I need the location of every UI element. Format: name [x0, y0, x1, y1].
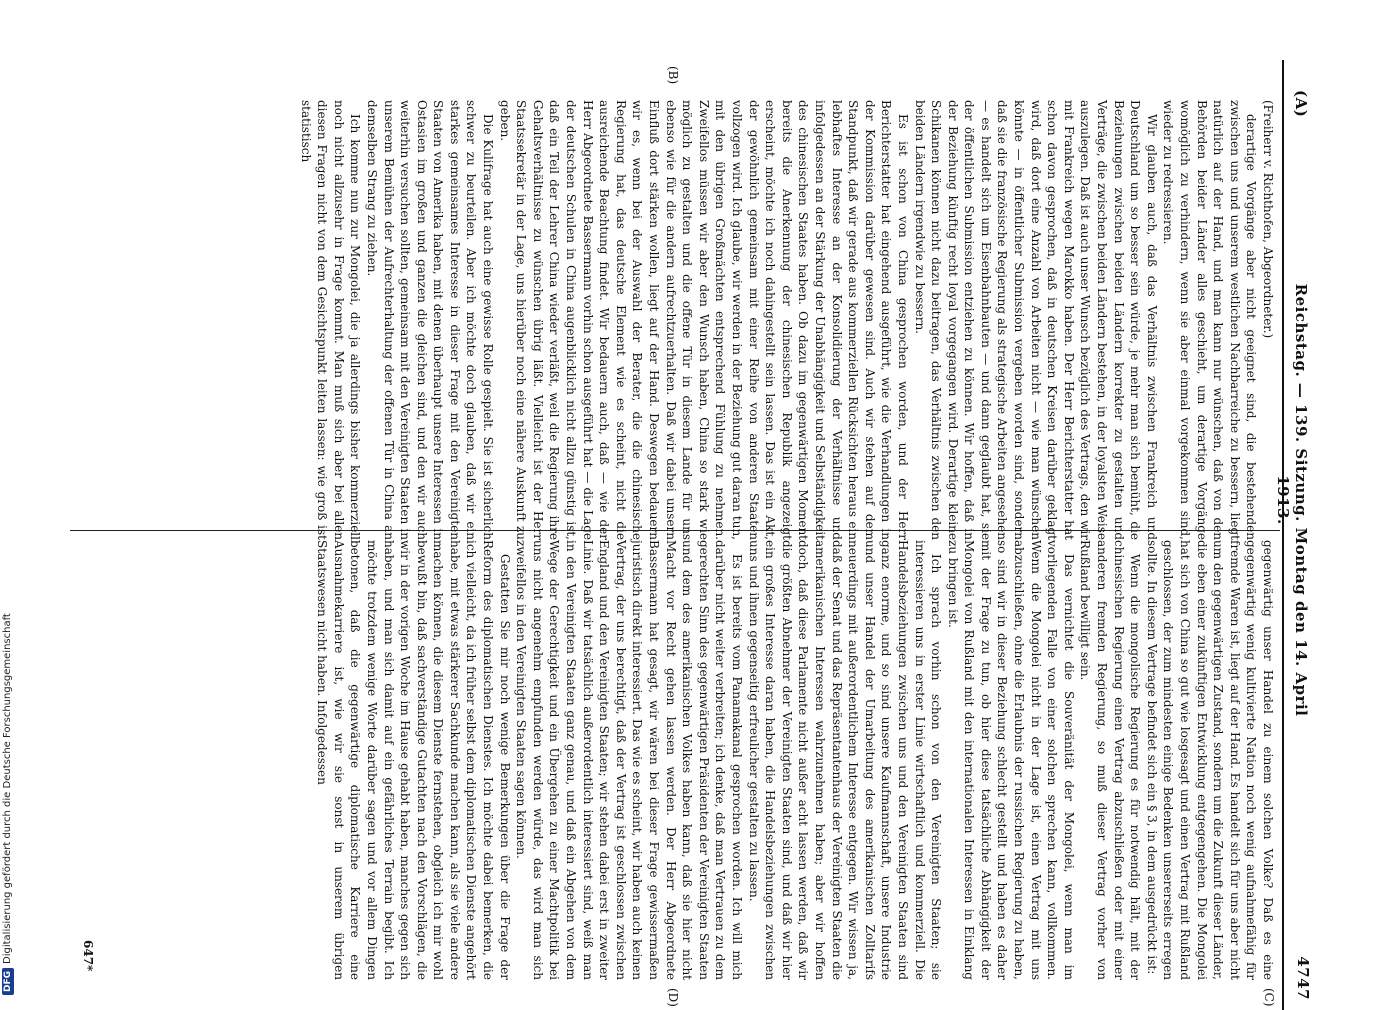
paragraph: Wenn die mongolische Regierung es für notwendig hält, mit der chinesischen Regierung einen Vertrag abzuschließen oder mit einer anderen fremden Regierung, so muß dieser Vertrag vorher von Rußland bewilligt sein. [1078, 540, 1143, 980]
funding-sidebar [0, 0, 20, 1000]
paragraph: gegenwärtig unser Handel zu einem solchen Volke? Daß es eine gegenwärtig wenig kultivierte Nation noch wenig aufnahmefähig für fremde Waren ist, liegt auf der Hand. Es handelt sich für uns aber nicht um den gegenwärtigen Zustand, sondern um die Zukunft dieser Länder, die eben einer zukünftigen Entwicklung entgegengehen. Die Mongolei hat sich von China so gut wie losgesagt und einen Vertrag mit Rußland geschlossen, der zum mindesten einige Bedenken unsererseits erregen sollte. In diesem Vertrage befindet sich ein § 3, in dem ausgedrückt ist: [1144, 540, 1275, 980]
marker-b: (B) [666, 66, 680, 85]
paragraph: Gestatten Sie mir noch wenige Bemerkungen über die Frage der Reform des diplomatischen Dienstes. Ich möchte dabei bemerken, die ich vielleicht, da ich früher selbst dem diplomatischen Dienste angehört habe, mit etwas stärkerer Sachkunde machen kann, als sie viele andere machen können, die diesem Dienste fernstehen, obgleich ich mir wohl bewußt bin, daß sachverständige Gutachten nach den Vorschlägen, die wir in der vorigen Woche im Hause gehabt haben, manches gegen sich haben, und man sich damit auf ein gefährliches Terrain begibt. Ich möchte trotzdem wenige Worte darüber sagen und vor allem Dingen betonen, daß die gegenwärtige diplomatische Karriere eine Ausnahmekarriere ist, wie wir sie sonst in unserem übrigen Staatswesen nicht haben. Infolgedessen [315, 540, 512, 980]
dfg-logo: DFG [2, 968, 14, 995]
funding-note [2, 613, 14, 995]
funding-text: Digitalisierung gefördert durch die Deutsche Forschungsgemeinschaft [2, 613, 13, 964]
rotated-page [70, 60, 1320, 1010]
paragraph: Das vernichtet die Souveränität der Mongolei, wenn man im vorliegenden Falle von einer solchen sprechen kann, vollkommen. Wenn die Mongolei nicht in der Lage ist, einen Vertrag mit uns abzuschließen, ohne die Erlaubnis der russischen Regierung zu haben, so sind wir in dieser Beziehung schlecht gestellt und haben es daher mit der Frage zu tun, ob hier diese tatsächliche Abhängigkeit der Mongolei von Rußland mit den internationalen Interessen in Einklang zu bringen ist. [945, 540, 1076, 980]
paragraph: (Freiherr v. Richthofen, Abgeordneter.) [1261, 100, 1275, 339]
paragraph: Wir glauben auch, daß das Verhältnis zwischen Frankreich und Deutschland um so besser sein würde, je mehr man sich bemüht, die Beziehungen zwischen beiden Ländern korrekter zu gestalten und Verträge, die zwischen beiden Ländern bestehen, in der loyalsten Weise auszulegen. Daß ist auch unser Wunsch bezüglich des Vertrags, den wir mit Frankreich wegen Marokko haben. Der Herr Berichterstatter hat schon davon gesprochen, daß in deutschen Kreisen darüber geklagt wird, daß dort eine Anzahl von Arbeiten nicht — wie man wünschen könnte — in öffentlicher Submission vergeben worden sind, sondern daß sie die französische Regierung als strategische Arbeiten angesehen — es handelt sich um Eisenbahnbauten — und dann geglaubt hat, sie der öffentlichen Submission entziehen zu können. Wir hoffen, daß in der Beziehung künftig recht loyal vorgegangen wird. Derartige kleine Schikanen können nicht dazu beitragen, das Verhältnis zwischen den beiden Ländern irgendwie zu bessern. [912, 100, 1159, 540]
page-number: 4747 [1294, 956, 1312, 1000]
left-column [297, 100, 1276, 540]
paragraph: Ich komme nun zur Mongolei, die ja allerdings bisher kommerziell noch nicht allzusehr in Frage kommt. Man muß sich aber bei allen diesen Fragen nicht von dem Gesichtspunkt leiten lassen: wie groß ist statistisch [298, 100, 363, 540]
marker-d: (D) [666, 988, 680, 1007]
marker-a: (A) [1292, 90, 1310, 118]
paragraph: Die Kulifrage hat auch eine gewisse Rolle gespielt. Sie ist sicherlich schwer zu beurteilen. Aber ich möchte doch glauben, daß wir ein starkes gemeinsames Interesse in dieser Frage mit den Vereinigten Staaten von Amerika haben, mit denen überhaupt unsere Interessen in Ostasien im großen und ganzen die gleichen sind, und den wir auch weiterhin versuchen sollten, gemeinsam mit den Vereinigten Staaten in unserem Bemühen der Aufrechterhaltung der offenen Tür in China an demselben Strang zu ziehen. [364, 100, 496, 540]
page-title: Reichstag. — 139. Sitzung. Montag den 14. April 1913. [1274, 283, 1310, 717]
marker-c: (C) [1262, 988, 1276, 1007]
right-column [314, 540, 1276, 980]
paragraph: Es ist bereits vom Panamakanal gesprochen worden. Ich will mich darüber nicht weiter verbreiten; ich denke, daß man Vertrauen zu dem gerechten Sinn des gegenwärtigen Präsidenten der Vereinigten Staaten und dem des amerikanischen Volkes haben kann, daß sie hier nicht Macht vor Recht gehen lassen werden. Der Herr Abgeordnete Bassermann hat gesagt, wir wären bei dieser Frage gewissermaßen juristisch direkt interessiert. Das wie es scheint, wir haben auch keinen Vertrag, der uns berechtigt, daß der Vertrag ist geschlossen zwischen England und den Vereinigten Staaten; wir stehen dabei erst in zweiter Linie. Daß wir tatsächlich außerordentlich interessiert sind, weiß man in den Vereinigten Staaten ganz genau, und daß ein Abgehen von dem Wege der Gerechtigkeit und ein Übergehen zu einer Machtpolitik bei uns nicht angenehm empfunden werden würde, das wird man sich zweifellos in den Vereinigten Staaten sagen können. [514, 540, 744, 980]
paragraph: Ich sprach vorhin schon von den Vereinigten Staaten; sie interessieren uns in erster Linie wirtschaftlich und kommerziell. Die Handelsbeziehungen zwischen uns und den Vereinigten Staaten sind ganz enorme, und so sind unsere Kaufmannschaft, unsere Industrie und unser Handel der Umarbeitung des amerikanischen Zolltarifs neuerdings mit außerordentlichem Interesse entgegen. Wir wissen ja, daß der Senat und das Repräsentantenhaus der Vereinigten Staaten die amerikanischen Interessen wahrzunehmen haben; aber wir hoffen doch, daß diese Parlamente nicht außer acht lassen werden, daß wir die größten Abnehmer der Vereinigten Staaten sind, und daß wir hier ein großes Interesse daran haben, die Handelsbeziehungen zwischen uns und ihnen gegenseitig erfreulicher gestalten zu lassen. [746, 540, 944, 980]
paragraph: derartige Vorgänge aber nicht geeignet sind, die bestehenden zwischen uns und unserem westlichen Nachbarreiche zu bessern, liegt natürlich auf der Hand, und man kann nur wünschen, daß von den Behörden beider Länder alles geschieht, um derartige Vorgänge womöglich zu verhindern, wenn sie aber einmal vorgekommen sind, wieder zu redressieren. [1161, 100, 1259, 540]
sheet-signature: 647* [81, 940, 95, 972]
paragraph: Es ist schon von China gesprochen worden, und der Herr Berichterstatter hat eingehend ausgeführt, wie die Verhandlungen in der Kommission darüber gewesen sind. Auch wir stehen auf dem Standpunkt, daß wir gerade aus kommerziellen Rücksichten heraus ein lebhaftes Interesse an der Konsolidierung der Verhältnisse und infolgedessen an der Stärkung der Unabhängigkeit und Selbständigkeit des chinesischen Staates haben. Ob dazu im gegenwärtigen Moment bereits die Anerkennung der chinesischen Republik angezeigt erscheint, möchte ich noch dahingestellt sein lassen. Das ist ein Akt, der gewöhnlich gemeinsam mit einer Reihe von anderen Staaten vollzogen wird. Ich glaube, wir werden in der Beziehung gut daran tun, mit den übrigen Großmächten entsprechend Fühlung zu nehmen. Zweifellos müssen wir aber den Wunsch haben, China so stark wie möglich zu gestalten und die offene Tür in diesem Lande für uns ebenso wie für die andern aufrechtzuerhalten. Daß wir dabei unsern Einfluß dort stärken wollen, liegt auf der Hand. Deswegen bedauern wir es, wenn bei der Auswahl der Berater, die die chinesische Regierung hat, das deutsche Element wie es scheint, nicht die ausreichende Beachtung findet. Wir bedauern auch, daß — wie der Herr Abgeordnete Bassermann vorhin schon ausgeführt hat — die Lage der deutschen Schulen in China augenblicklich nicht allzu günstig ist, daß ein Teil der Lehrer China wieder verläßt, weil die Regierung ihre Gehaltsverhältnisse zu wünschen übrig läßt. Vielleicht ist der Herr Staatssekretär in der Lage, uns hierüber noch eine nähere Auskunft zu geben. [497, 100, 910, 540]
page-header [1274, 60, 1320, 1010]
